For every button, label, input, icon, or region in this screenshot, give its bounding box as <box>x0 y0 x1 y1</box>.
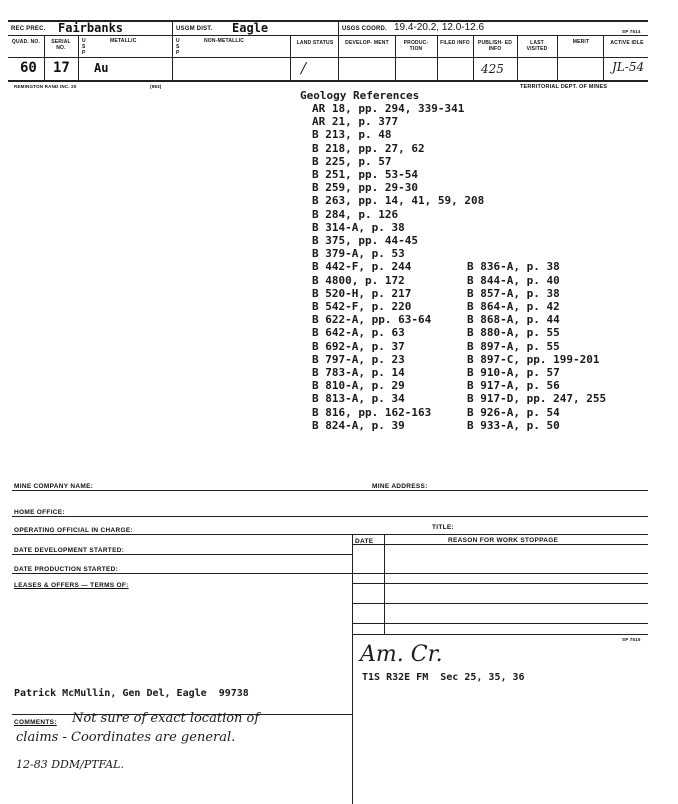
geology-reference: B 442-F, p. 244 <box>312 260 412 274</box>
geology-reference: AR 18, pp. 294, 339-341 <box>312 102 465 115</box>
divider <box>338 20 339 80</box>
published-info-value: 425 <box>481 62 504 76</box>
geology-title: Geology References <box>300 89 420 102</box>
col-land-head: LAND STATUS <box>296 40 334 46</box>
col-quad-head: QUAD. NO. <box>11 39 41 45</box>
form-number-top: SP 7514 <box>622 29 641 34</box>
divider <box>473 35 474 80</box>
geology-reference: B 797-A, p. 23 <box>312 352 405 366</box>
geology-reference: B 897-A, p. 55 <box>467 339 560 353</box>
col-filed-head: FILED INFO <box>440 40 470 46</box>
form-number-bottom: SP 7515 <box>622 637 641 642</box>
date-table-top <box>352 544 648 545</box>
date-table-left <box>352 534 353 804</box>
printer-code: (983) <box>150 84 162 89</box>
geology-reference: B 225, p. 57 <box>312 154 392 168</box>
mine-company-label: MINE COMPANY NAME: <box>14 483 94 490</box>
quad-value: 60 <box>20 60 37 76</box>
col-develop-head: DEVELOP- MENT <box>345 40 389 46</box>
divider <box>557 35 558 80</box>
divider <box>603 35 604 80</box>
divider <box>172 20 173 80</box>
geology-reference: B 259, pp. 29-30 <box>312 181 418 195</box>
geology-reference: B 213, p. 48 <box>312 128 392 142</box>
geology-reference: B 314-A, p. 38 <box>312 220 405 234</box>
usgs-coord-value: 19.4-20.2, 12.0-12.6 <box>394 22 485 33</box>
geology-reference: B 864-A, p. 42 <box>467 300 560 313</box>
geology-reference: B 642-A, p. 63 <box>312 326 405 340</box>
col-active-head: ACTIVE IDLE <box>610 40 644 46</box>
geology-reference: B 813-A, p. 34 <box>312 392 405 406</box>
geology-reference: AR 21, p. 377 <box>312 115 399 129</box>
geology-reference: B 824-A, p. 39 <box>312 418 405 432</box>
geology-reference: B 251, pp. 53-54 <box>312 168 418 181</box>
usgs-coord-label: USGS COORD. <box>342 26 387 32</box>
date-prod-rule <box>12 573 648 574</box>
geology-reference: B 810-A, p. 29 <box>312 379 405 393</box>
geology-reference: B 926-A, p. 54 <box>467 405 560 419</box>
comment-line-2: claims - Coordinates are general. <box>16 730 236 745</box>
geology-reference: B 910-A, p. 57 <box>467 366 560 379</box>
serial-value: 17 <box>53 60 70 76</box>
header-values-rule <box>8 57 648 58</box>
geology-reference: B 622-A, pp. 63-64 <box>312 313 432 327</box>
col-nonmetallic-head: NON-METALLIC <box>204 38 245 44</box>
geology-reference: B 542-F, p. 220 <box>312 300 412 313</box>
reason-stoppage-label: REASON FOR WORK STOPPAGE <box>448 537 559 544</box>
geology-reference: B 263, pp. 14, 41, 59, 208 <box>312 194 485 208</box>
geology-reference: B 816, pp. 162-163 <box>312 405 432 419</box>
divider <box>517 35 518 80</box>
col-published-head: PUBLISH- ED INFO <box>477 40 513 52</box>
date-dev-rule <box>12 554 352 555</box>
usgm-dist-label: USGM DIST. <box>176 26 213 32</box>
date-col-label: DATE <box>355 538 374 545</box>
geology-reference: B 692-A, p. 37 <box>312 339 405 353</box>
date-table-row <box>352 583 648 584</box>
geology-reference: B 520-H, p. 217 <box>312 286 412 300</box>
metallic-usp-marks: U S P <box>82 38 86 56</box>
date-table-bottom <box>352 634 648 635</box>
date-table-row <box>352 603 648 604</box>
rec-prec-value: Fairbanks <box>58 21 124 35</box>
date-production-label: DATE PRODUCTION STARTED: <box>14 566 119 573</box>
geology-reference: B 917-A, p. 56 <box>467 379 560 393</box>
comment-line-1: Not sure of exact location of <box>72 711 260 726</box>
title-label: TITLE: <box>432 524 455 531</box>
comment-line-3: 12-83 DDM/PTFAL. <box>16 758 124 771</box>
geology-reference: B 783-A, p. 14 <box>312 366 405 379</box>
active-idle-value: JL-54 <box>612 60 645 74</box>
col-last-head: LAST VISITED <box>526 40 548 52</box>
geology-reference: B 375, pp. 44-45 <box>312 234 418 247</box>
col-serial-head: SERIAL NO. <box>51 39 71 51</box>
divider <box>437 35 438 80</box>
company-rule <box>12 490 648 491</box>
date-table-row <box>352 623 648 624</box>
usgm-dist-value: Eagle <box>232 21 269 35</box>
divider <box>78 35 79 80</box>
operating-rule <box>12 534 648 535</box>
geology-reference: B 897-C, pp. 199-201 <box>467 352 600 366</box>
territorial-dept: TERRITORIAL DEPT. OF MINES <box>520 84 608 90</box>
geology-reference: B 4800, p. 172 <box>312 273 405 287</box>
divider <box>395 35 396 80</box>
divider <box>44 35 45 80</box>
geology-reference: B 933-A, p. 50 <box>467 418 560 432</box>
col-production-head: PRODUC- TION <box>403 40 429 52</box>
location-line: T1S R32E FM Sec 25, 35, 36 <box>362 672 525 683</box>
handwritten-note: Am. Cr. <box>360 642 443 667</box>
geology-reference: B 880-A, p. 55 <box>467 326 560 340</box>
header-mid-rule <box>8 35 648 36</box>
rec-prec-label: REC PREC. <box>11 26 46 32</box>
nonmetallic-usp-marks: U S P <box>176 38 180 56</box>
col-metallic-head: METALLIC <box>110 38 137 44</box>
operating-official-label: OPERATING OFFICIAL IN CHARGE: <box>14 527 133 534</box>
mine-address-label: MINE ADDRESS: <box>372 483 428 490</box>
land-status-value: / <box>301 59 307 77</box>
printer-line: REMINGTON RAND INC. 20 <box>14 84 77 89</box>
geology-reference: B 857-A, p. 38 <box>467 286 560 300</box>
geology-reference: B 917-D, pp. 247, 255 <box>467 392 607 406</box>
divider <box>290 35 291 80</box>
geology-reference: B 844-A, p. 40 <box>467 273 560 287</box>
date-table-sep <box>384 534 385 634</box>
metallic-value: Au <box>94 61 109 75</box>
geology-reference: B 284, p. 126 <box>312 207 399 221</box>
header-bottom-rule <box>8 80 648 82</box>
comments-label: COMMENTS: <box>14 719 57 726</box>
owner-line: Patrick McMullin, Gen Del, Eagle 99738 <box>14 688 249 699</box>
date-development-label: DATE DEVELOPMENT STARTED: <box>14 547 125 554</box>
leases-label: LEASES & OFFERS — TERMS OF: <box>14 582 129 589</box>
geology-reference: B 218, pp. 27, 62 <box>312 141 425 155</box>
home-office-rule <box>12 516 648 517</box>
geology-reference: B 836-A, p. 38 <box>467 260 560 274</box>
home-office-label: HOME OFFICE: <box>14 509 65 516</box>
col-merit-head: MERIT <box>572 39 590 45</box>
geology-reference: B 868-A, p. 44 <box>467 313 560 327</box>
geology-reference: B 379-A, p. 53 <box>312 247 405 261</box>
